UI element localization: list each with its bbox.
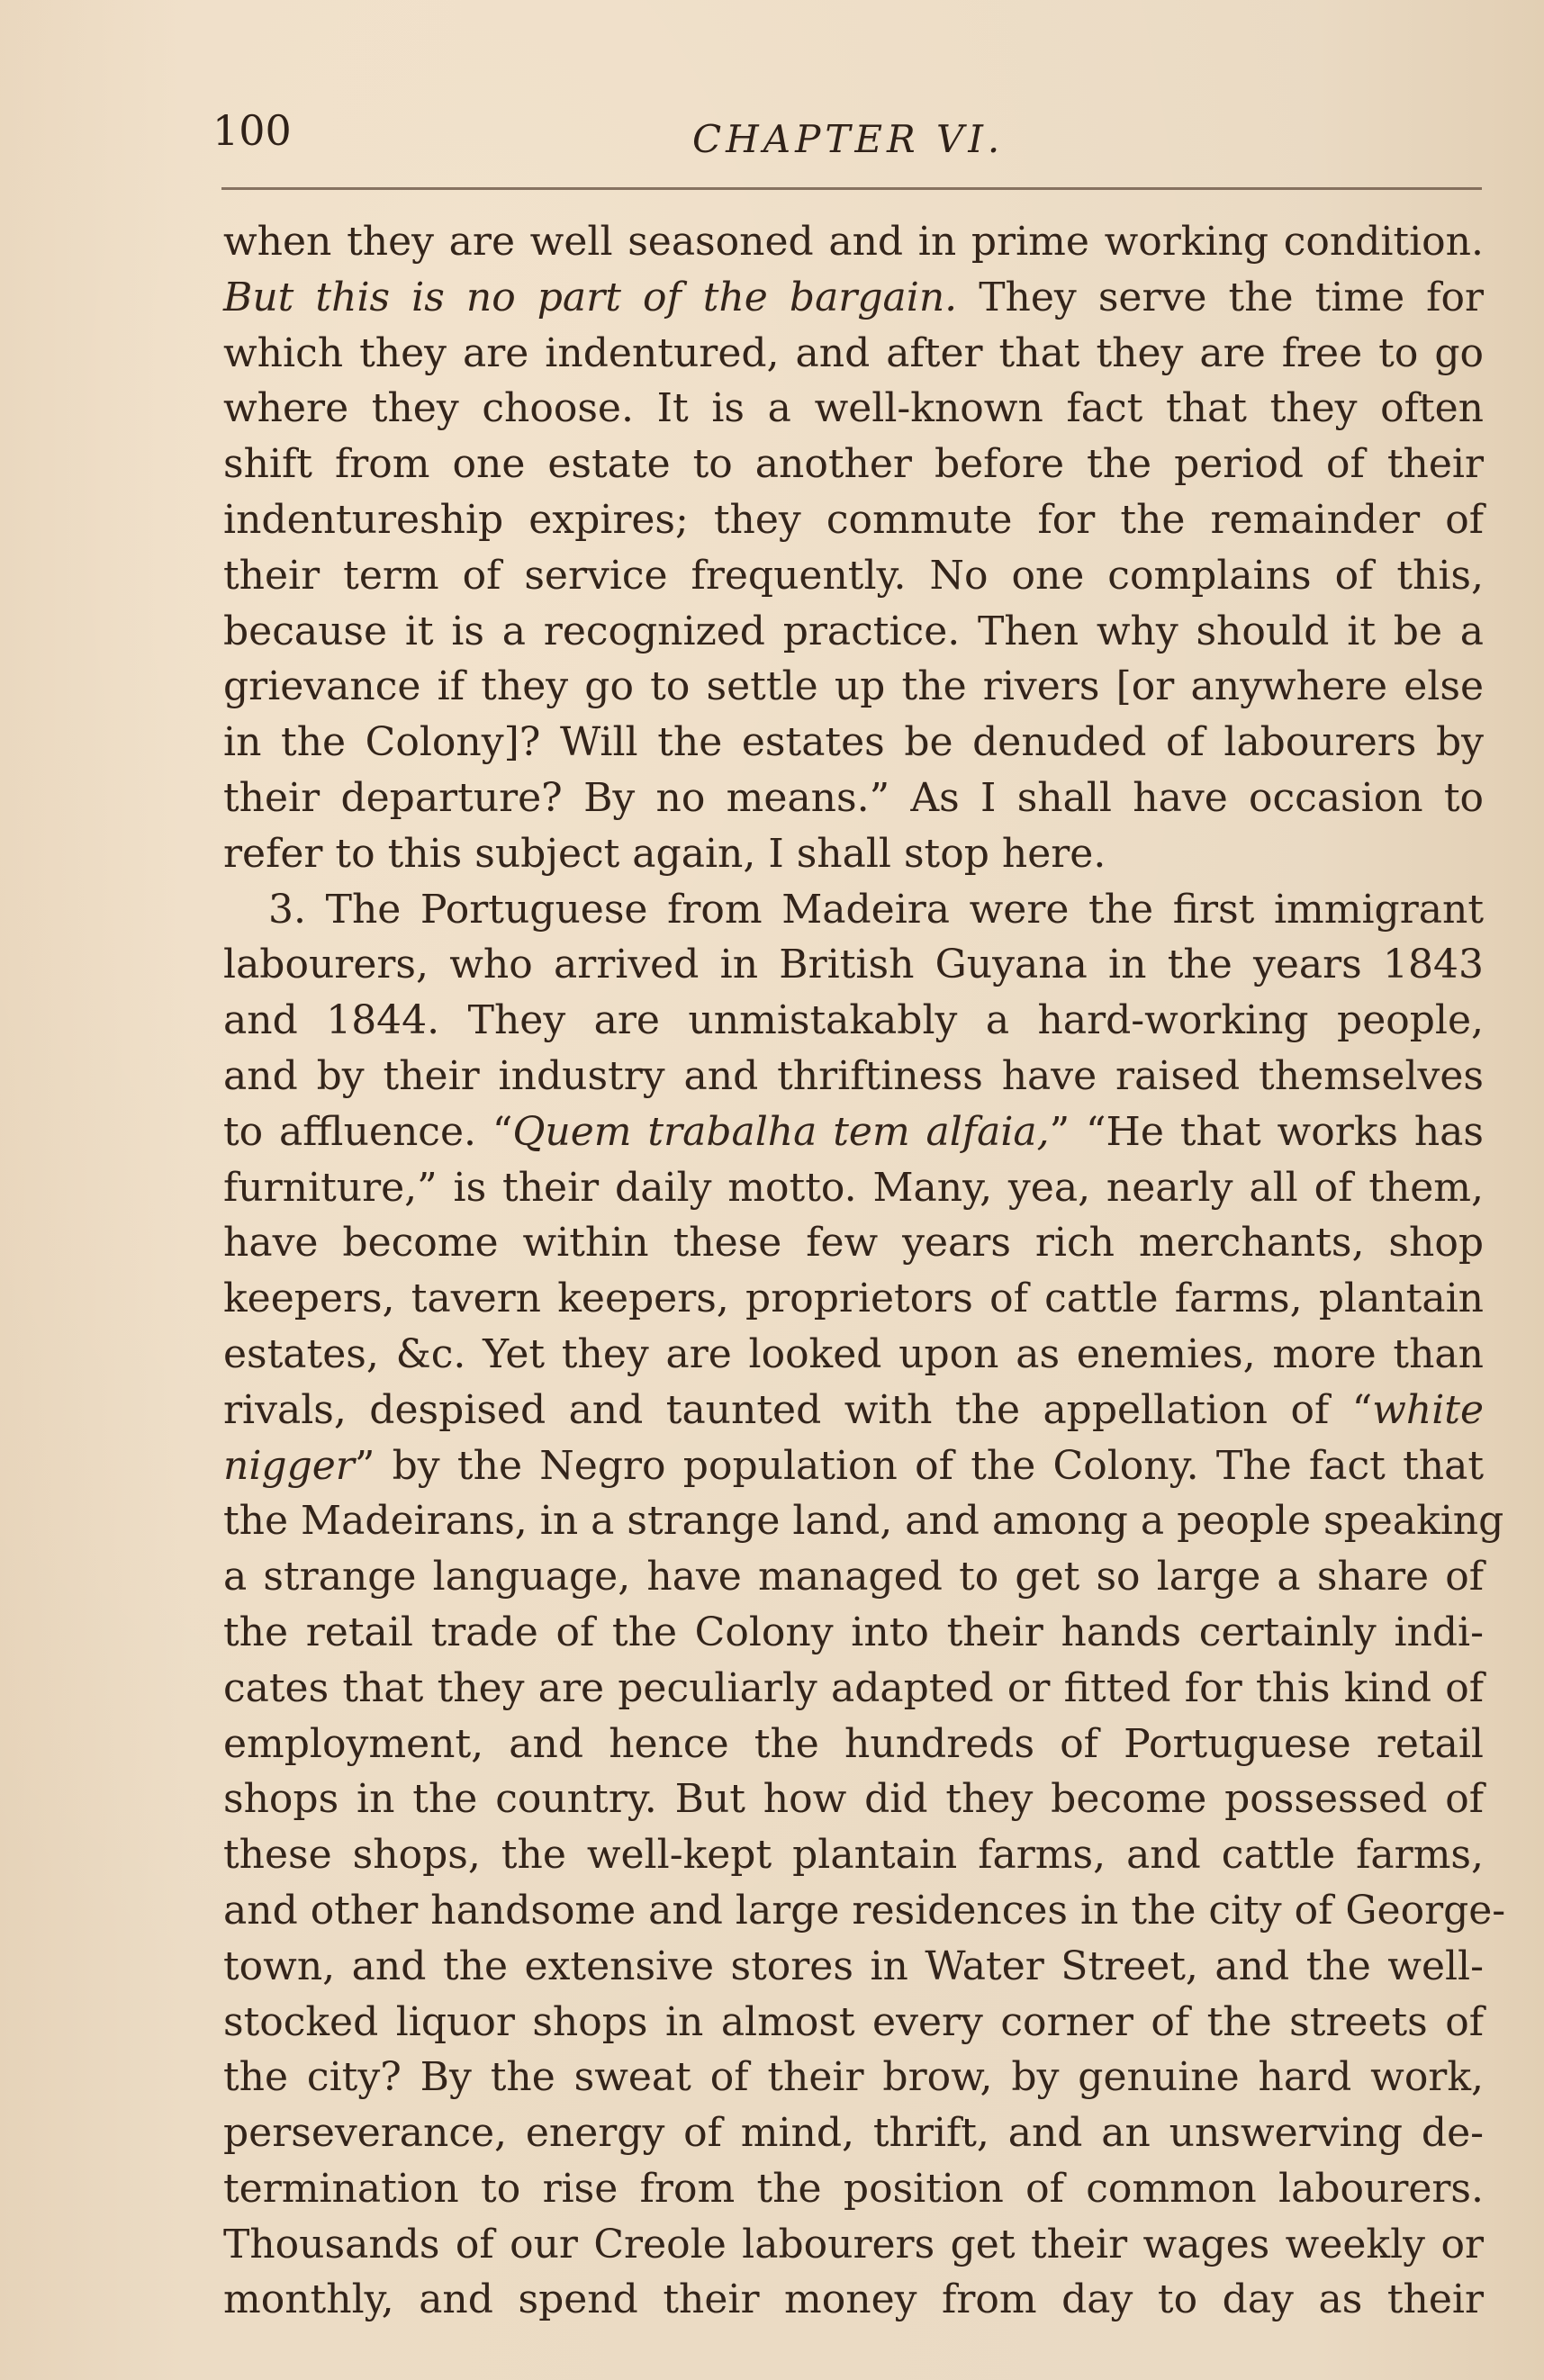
text-line: termination to rise from the position of common labourers. [223, 2165, 1484, 2212]
text-line: indentureship expires; they commute for the remainder of [223, 496, 1484, 543]
text-line: when they are well seasoned and in prime working condition. [223, 219, 1484, 265]
header-rule [221, 187, 1482, 190]
text-line: their departure? By no means.” As I shall have occasion to [223, 774, 1484, 821]
text-line: where they choose. It is a well-known fact that they often [223, 385, 1484, 432]
italic-phrase: But this is no part of the bargain. [223, 274, 958, 320]
paragraph-start-line: 3. The Portuguese from Madeira were the first immigrant [268, 886, 1484, 933]
text-line: and 1844. They are unmistakably a hard-working people, [223, 997, 1484, 1044]
text-fragment: ” by the Negro population of the Colony. The fact that [354, 1442, 1484, 1489]
text-line [223, 270, 1484, 326]
text-line [223, 1104, 1484, 1160]
text-line: grievance if they go to settle up the rivers [or anywhere else [223, 663, 1484, 710]
text-line: labourers, who arrived in British Guyana in the years 1843 [223, 942, 1484, 988]
text-line: the city? By the sweat of their brow, by genuine hard work, [223, 2054, 1484, 2101]
text-line: their term of service frequently. No one complains of this, [223, 552, 1484, 599]
text-line: shops in the country. But how did they become possessed of [223, 1776, 1484, 1823]
text-line: stocked liquor shops in almost every corner of the streets of [223, 1998, 1484, 2045]
text-line: because it is a recognized practice. Then why should it be a [223, 608, 1484, 654]
text-line: keepers, tavern keepers, proprietors of cattle farms, plantain [223, 1276, 1484, 1322]
text-line [223, 1438, 1484, 1494]
text-fragment: They serve the time for [957, 274, 1484, 320]
text-line: which they are indentured, and after that they are free to go [223, 329, 1484, 376]
text-line [223, 1383, 1484, 1438]
text-fragment: rivals, despised and taunted with the appellation of “ [223, 1386, 1373, 1433]
text-line: monthly, and spend their money from day to day as their [223, 2276, 1484, 2323]
italic-phrase: nigger [223, 1442, 355, 1489]
text-line: Thousands of our Creole labourers get their wages weekly or [223, 2221, 1484, 2267]
text-line: the Madeirans, in a strange land, and among a people speaking [223, 1498, 1504, 1545]
text-line: the retail trade of the Colony into their hands certainly indi- [223, 1609, 1484, 1655]
running-head: CHAPTER VI. [692, 117, 1005, 161]
text-line: these shops, the well-kept plantain farms, and cattle farms, [223, 1832, 1484, 1879]
text-line: furniture,” is their daily motto. Many, yea, nearly all of them, [223, 1164, 1484, 1211]
body-text [223, 214, 1506, 2328]
text-line: a strange language, have managed to get so large a share of [223, 1554, 1484, 1600]
text-line: cates that they are peculiarly adapted or fitted for this kind of [223, 1664, 1484, 1711]
text-line: shift from one estate to another before the period of their [223, 441, 1484, 488]
text-line: estates, &c. Yet they are looked upon as enemies, more than [223, 1330, 1484, 1377]
text-fragment: ” “He that works has [1049, 1108, 1484, 1155]
text-fragment: to affluence. “ [223, 1108, 513, 1155]
italic-phrase: Quem trabalha tem alfaia, [512, 1108, 1050, 1155]
italic-phrase: white [1372, 1386, 1484, 1433]
text-line: perseverance, energy of mind, thrift, and an unswerving de- [223, 2110, 1484, 2157]
text-line: and by their industry and thriftiness have raised themselves [223, 1052, 1484, 1099]
text-line: and other handsome and large residences in the city of George- [223, 1887, 1506, 1934]
text-line: town, and the extensive stores in Water Street, and the well- [223, 1943, 1484, 1989]
text-line: employment, and hence the hundreds of Portuguese retail [223, 1720, 1484, 1767]
page-header [212, 106, 1482, 169]
text-line: have become within these few years rich merchants, shop [223, 1220, 1484, 1267]
text-line: in the Colony]? Will the estates be denuded of labourers by [223, 719, 1484, 766]
page-number: 100 [212, 106, 292, 155]
text-line: refer to this subject again, I shall stop here. [223, 830, 1106, 877]
